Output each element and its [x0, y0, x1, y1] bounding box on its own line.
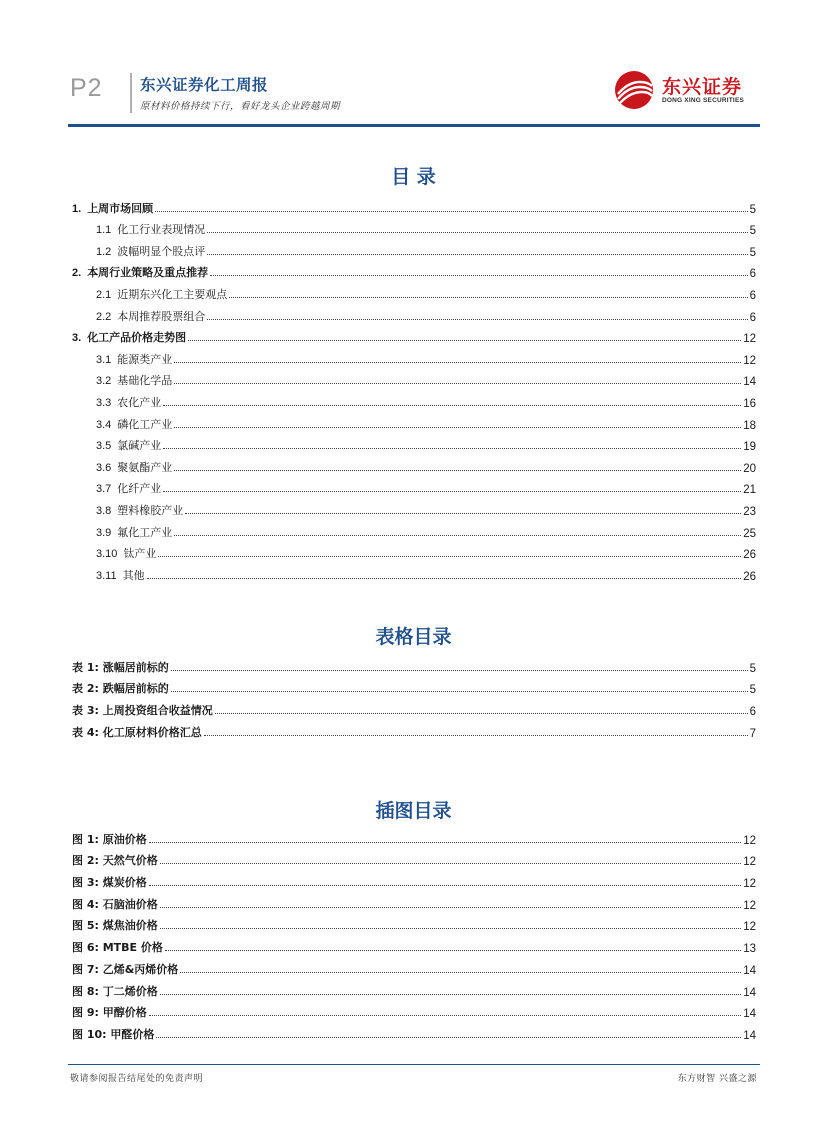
toc-entry-number: 3. [72, 332, 82, 345]
toc-entry-label [72, 264, 210, 280]
toc-entry-text: 波幅明显个股点评 [117, 244, 206, 258]
toc-entry-number: 2.2 [96, 310, 112, 323]
dot-leader [229, 297, 747, 298]
toc-entry-label [96, 243, 207, 259]
figure-entry-label: 图 7: 乙烯&丙烯价格 [72, 962, 179, 976]
toc-entry[interactable] [72, 302, 756, 324]
toc-entry-label [96, 437, 163, 453]
toc-entry-label [72, 329, 188, 345]
figures-title: 插图目录 [375, 800, 452, 822]
toc-entry-text: 氟化工产业 [117, 525, 173, 539]
toc-list [72, 194, 756, 583]
dot-leader [174, 470, 741, 471]
dot-leader [185, 513, 741, 514]
figure-entry-label: 图 1: 原油价格 [72, 832, 147, 846]
toc-entry-number: 2. [72, 267, 82, 280]
toc-entry[interactable] [72, 324, 756, 346]
dot-leader [204, 735, 748, 736]
figure-entry-page: 14 [743, 1008, 756, 1021]
toc-entry-text: 本周推荐股票组合 [117, 309, 206, 323]
toc-entry-number: 3.6 [96, 461, 112, 474]
toc-entry[interactable] [72, 388, 756, 410]
toc-entry-text: 能源类产业 [117, 352, 173, 366]
toc-entry-number: 1.1 [96, 224, 112, 237]
toc-entry-number: 3.10 [96, 548, 118, 561]
figure-entry[interactable] [72, 999, 756, 1021]
figure-entry-label: 图 6: MTBE 价格 [72, 941, 163, 955]
dot-leader [171, 670, 748, 671]
toc-entry[interactable] [72, 561, 756, 583]
toc-entry[interactable] [72, 194, 756, 216]
toc-entry-page: 26 [743, 549, 756, 562]
toc-entry-page: 25 [743, 527, 756, 540]
toc-entry-page: 20 [743, 462, 756, 475]
figure-entry[interactable] [72, 955, 756, 977]
toc-entry-number: 3.11 [96, 569, 117, 582]
figure-entry[interactable] [72, 933, 756, 955]
company-logo [612, 70, 762, 112]
dot-leader [215, 713, 748, 714]
figure-entry-label: 图 8: 丁二烯价格 [72, 984, 158, 998]
toc-entry-page: 21 [743, 484, 756, 497]
toc-entry-label [96, 567, 147, 583]
toc-entry-number: 3.4 [96, 418, 112, 431]
report-title: 东兴证券化工周报 [140, 76, 269, 94]
dot-leader [174, 427, 741, 428]
toc-entry-number: 1.2 [96, 245, 112, 258]
toc-entry-label [96, 502, 185, 518]
toc-entry-page: 5 [749, 246, 756, 259]
toc-entry-label [96, 480, 163, 496]
figure-entry-label: 图 4: 石脑油价格 [72, 897, 158, 911]
toc-entry[interactable] [72, 367, 756, 389]
toc-entry-text: 基础化学品 [117, 374, 173, 388]
figure-entry-page: 13 [743, 943, 756, 956]
page-number: P2 [70, 74, 103, 102]
table-entry-label: 表 3: 上周投资组合收益情况 [72, 704, 213, 718]
toc-entry[interactable] [72, 259, 756, 281]
dot-leader [163, 491, 741, 492]
toc-entry-number: 3.3 [96, 396, 112, 409]
dot-leader [174, 383, 741, 384]
header-rule [68, 124, 760, 127]
dot-leader [210, 275, 747, 276]
table-entry-page: 6 [749, 706, 756, 719]
toc-entry-label [96, 394, 163, 410]
table-entry-label: 表 4: 化工原材料价格汇总 [72, 725, 202, 739]
toc-entry-text: 近期东兴化工主要观点 [117, 287, 228, 301]
toc-entry-number: 3.2 [96, 375, 112, 388]
toc-entry-label [96, 524, 174, 540]
dot-leader [158, 556, 741, 557]
toc-entry-number: 3.9 [96, 526, 112, 539]
dot-leader [180, 972, 741, 973]
toc-entry[interactable] [72, 237, 756, 259]
table-entry-page: 7 [749, 727, 756, 740]
toc-entry[interactable] [72, 216, 756, 238]
toc-entry-text: 其他 [122, 568, 145, 582]
toc-entry-label [96, 545, 158, 561]
toc-entry-page: 16 [743, 397, 756, 410]
toc-entry[interactable] [72, 496, 756, 518]
dot-leader [149, 842, 741, 843]
dot-leader [174, 535, 741, 536]
toc-entry-page: 18 [743, 419, 756, 432]
toc-entry[interactable] [72, 432, 756, 454]
toc-entry-label [96, 372, 174, 388]
table-entry[interactable] [72, 675, 756, 697]
toc-entry-page: 6 [749, 268, 756, 281]
figure-entry[interactable] [72, 847, 756, 869]
table-entry-page: 5 [749, 684, 756, 697]
dot-leader [207, 254, 747, 255]
figure-entry-page: 12 [743, 921, 756, 934]
toc-entry-page: 6 [749, 289, 756, 302]
toc-entry-label [72, 200, 155, 216]
toc-entry[interactable] [72, 540, 756, 562]
dot-leader [155, 211, 747, 212]
dot-leader [174, 362, 741, 363]
figure-entry[interactable] [72, 825, 756, 847]
dot-leader [160, 928, 741, 929]
toc-entry-number: 3.5 [96, 440, 112, 453]
toc-entry[interactable] [72, 518, 756, 540]
figure-entry-label: 图 3: 煤炭价格 [72, 876, 147, 890]
figure-entry-page: 12 [743, 878, 756, 891]
disclaimer-note: 敬请参阅报告结尾处的免责声明 [70, 1074, 204, 1084]
logo-mark-icon [612, 70, 658, 110]
dot-leader [188, 340, 741, 341]
report-subtitle: 原材料价格持续下行，看好龙头企业跨越周期 [140, 101, 341, 112]
toc-entry-page: 26 [743, 570, 756, 583]
figure-entry-label: 图 2: 天然气价格 [72, 854, 158, 868]
dot-leader [149, 885, 741, 886]
footer-rule [68, 1064, 760, 1065]
figure-entry[interactable] [72, 977, 756, 999]
toc-entry-label [96, 416, 174, 432]
toc-entry-page: 14 [743, 376, 756, 389]
toc-entry-page: 12 [743, 333, 756, 346]
dot-leader [165, 950, 741, 951]
figure-entry[interactable] [72, 912, 756, 934]
dot-leader [207, 319, 747, 320]
toc-entry-label [96, 221, 207, 237]
figure-entry[interactable] [72, 1020, 756, 1042]
toc-entry-number: 3.1 [96, 353, 112, 366]
figure-entry-label: 图 10: 甲醛价格 [72, 1027, 155, 1041]
toc-entry-number: 3.7 [96, 483, 112, 496]
toc-entry-label [96, 308, 207, 324]
dot-leader [163, 448, 741, 449]
toc-entry-page: 23 [743, 505, 756, 518]
dot-leader [160, 907, 741, 908]
figure-entry-page: 12 [743, 899, 756, 912]
figure-entry[interactable] [72, 890, 756, 912]
toc-entry[interactable] [72, 345, 756, 367]
toc-entry-page: 19 [743, 441, 756, 454]
figure-entry[interactable] [72, 868, 756, 890]
toc-entry-text: 农化产业 [117, 395, 162, 409]
toc-entry-page: 12 [743, 354, 756, 367]
toc-entry-text: 化工产品价格走势图 [87, 331, 187, 345]
page-header [0, 0, 827, 130]
toc-entry-text: 上周市场回顾 [87, 201, 154, 215]
dot-leader [149, 1015, 741, 1016]
toc-entry[interactable] [72, 453, 756, 475]
figure-entry-label: 图 9: 甲醇价格 [72, 1006, 147, 1020]
toc-entry-text: 塑料橡胶产业 [117, 503, 184, 517]
toc-entry-text: 化纤产业 [117, 482, 162, 496]
toc-entry-number: 3.8 [96, 504, 112, 517]
figure-entry-label: 图 5: 煤焦油价格 [72, 919, 158, 933]
toc-entry-number: 2.1 [96, 288, 112, 301]
toc-entry-text: 氯碱产业 [117, 439, 162, 453]
toc-entry-text: 钛产业 [123, 547, 157, 561]
toc-entry[interactable] [72, 280, 756, 302]
toc-entry[interactable] [72, 475, 756, 497]
toc-entry[interactable] [72, 410, 756, 432]
toc-entry-text: 本周行业策略及重点推荐 [87, 266, 209, 280]
logo-name: 东兴证券 [662, 76, 743, 98]
table-entry[interactable] [72, 718, 756, 740]
dot-leader [171, 691, 748, 692]
dot-leader [160, 863, 741, 864]
toc-entry-label [96, 286, 229, 302]
toc-entry-label [96, 459, 174, 475]
table-entry-page: 5 [749, 662, 756, 675]
figure-entry-page: 12 [743, 834, 756, 847]
figure-entry-page: 14 [743, 1029, 756, 1042]
figures-list [72, 825, 756, 1042]
tables-list [72, 653, 756, 740]
figure-entry-page: 12 [743, 856, 756, 869]
table-entry-label: 表 1: 涨幅居前标的 [72, 660, 169, 674]
toc-entry-number: 1. [72, 202, 82, 215]
toc-title: 目 录 [391, 166, 436, 188]
toc-entry-page: 6 [749, 311, 756, 324]
table-entry[interactable] [72, 653, 756, 675]
company-slogan: 东方财智 兴盛之源 [677, 1074, 757, 1084]
figure-entry-page: 14 [743, 986, 756, 999]
header-divider [130, 73, 132, 113]
toc-entry-page: 5 [749, 203, 756, 216]
table-entry[interactable] [72, 696, 756, 718]
toc-entry-page: 5 [749, 225, 756, 238]
logo-english: DONG XING SECURITIES [662, 97, 745, 104]
toc-entry-text: 聚氨酯产业 [117, 460, 173, 474]
dot-leader [207, 232, 747, 233]
dot-leader [160, 994, 741, 995]
figure-entry-page: 14 [743, 964, 756, 977]
table-entry-label: 表 2: 跌幅居前标的 [72, 682, 169, 696]
toc-entry-text: 化工行业表现情况 [117, 223, 206, 237]
dot-leader [147, 578, 742, 579]
dot-leader [156, 1037, 741, 1038]
toc-entry-text: 磷化工产业 [117, 417, 173, 431]
toc-entry-label [96, 351, 174, 367]
dot-leader [163, 405, 741, 406]
tables-title: 表格目录 [375, 626, 452, 648]
